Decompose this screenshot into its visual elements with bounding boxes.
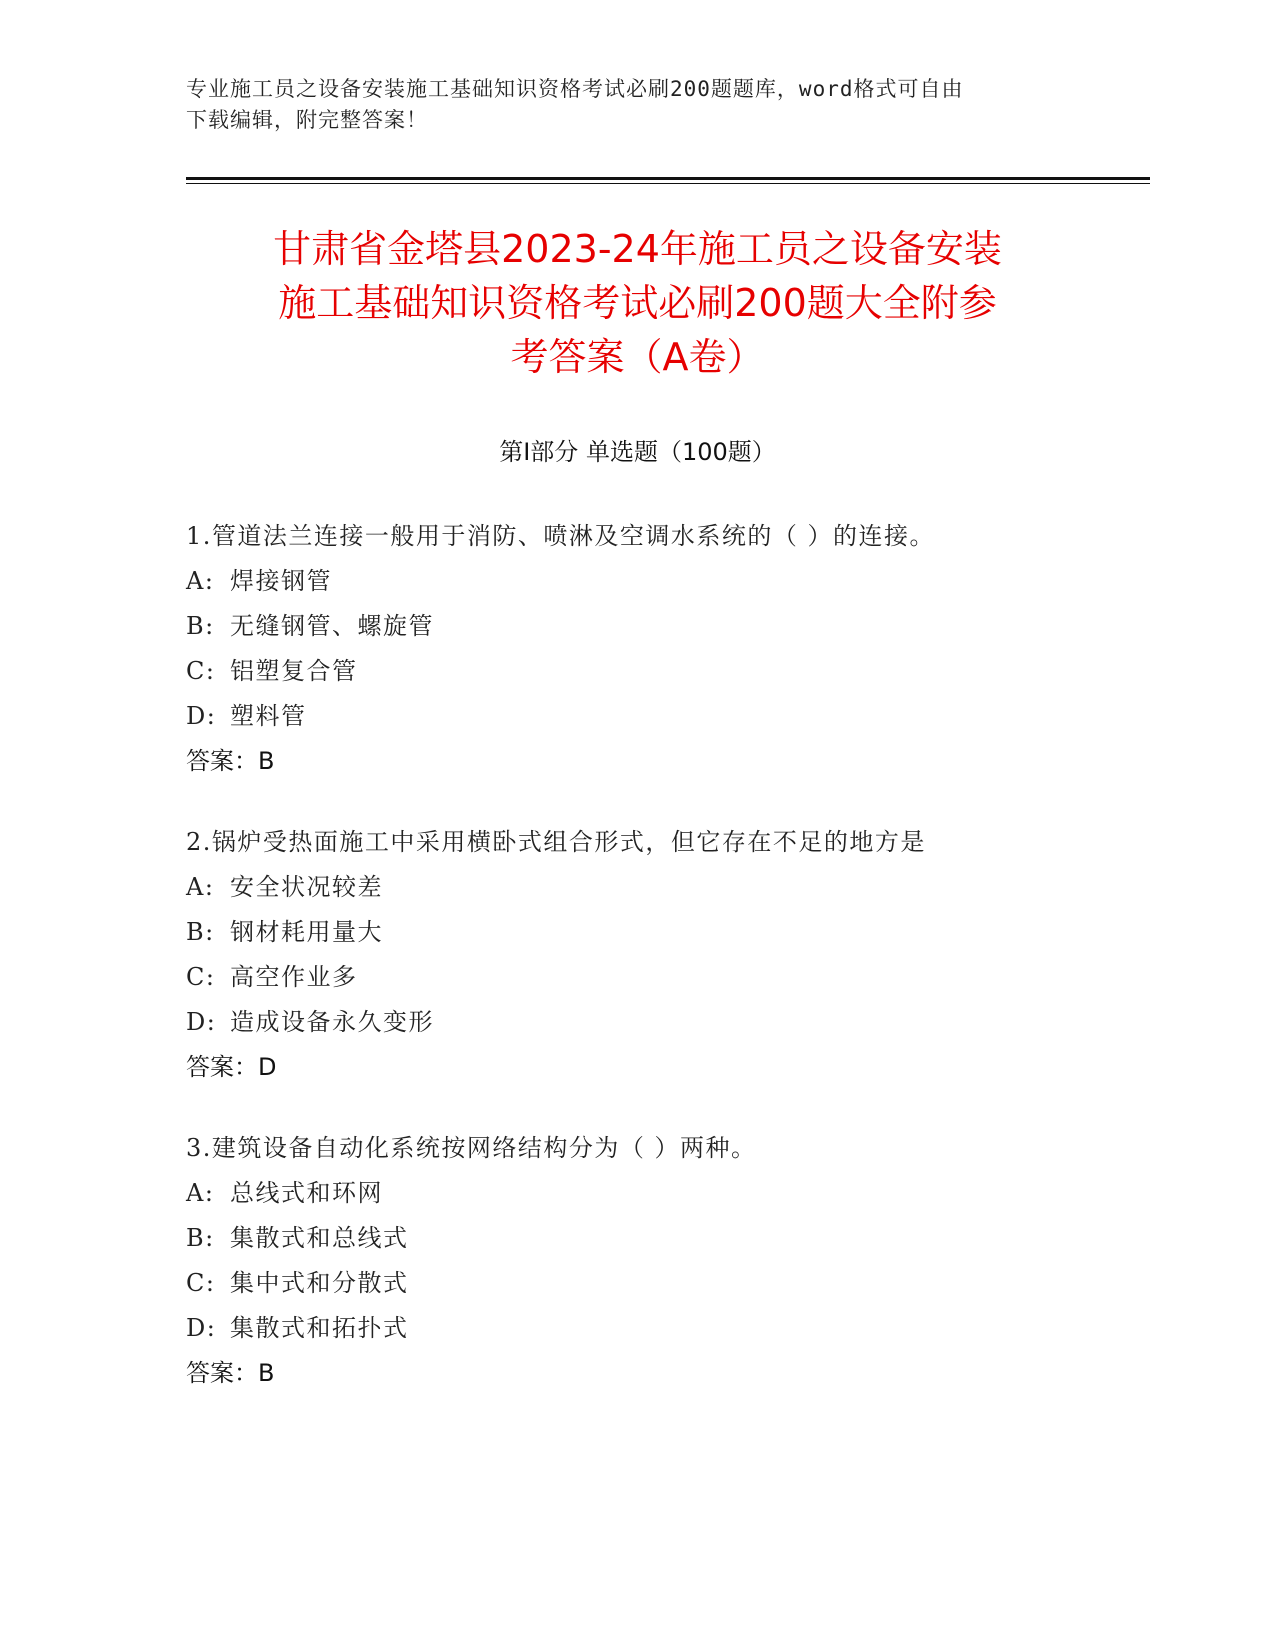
header-rule-thin (186, 183, 1150, 184)
section-heading: 第Ⅰ部分 单选题（100题） (499, 438, 776, 466)
option-b (186, 604, 1146, 649)
question-2 (186, 820, 1146, 1090)
header-rule-thick (186, 177, 1150, 180)
answer: 答案：B (186, 747, 275, 775)
option-letter: B: (186, 612, 215, 640)
option-letter: A: (186, 567, 215, 595)
title-line-1: 甘肃省金塔县2023-24年施工员之设备安装 (273, 227, 1002, 271)
question-1 (186, 514, 1146, 784)
option-letter: C: (186, 963, 216, 991)
option-letter: B: (186, 1224, 215, 1252)
header-note (186, 74, 1086, 136)
option-text: 造成设备永久变形 (230, 1008, 434, 1036)
option-b (186, 910, 1146, 955)
option-letter: C: (186, 1269, 216, 1297)
option-text: 集中式和分散式 (230, 1269, 409, 1297)
title-line-3: 考答案（A卷） (510, 335, 765, 379)
option-text: 无缝钢管、螺旋管 (230, 612, 434, 640)
document-title (150, 222, 1125, 384)
question-stem: 2.锅炉受热面施工中采用横卧式组合形式，但它存在不足的地方是 (186, 828, 926, 856)
option-text: 集散式和拓扑式 (230, 1314, 409, 1342)
option-a (186, 559, 1146, 604)
title-line-2: 施工基础知识资格考试必刷200题大全附参 (278, 281, 997, 325)
option-text: 总线式和环网 (230, 1179, 383, 1207)
option-a (186, 865, 1146, 910)
question-stem: 1.管道法兰连接一般用于消防、喷淋及空调水系统的（ ）的连接。 (186, 522, 936, 550)
option-b (186, 1216, 1146, 1261)
option-letter: A: (186, 1179, 215, 1207)
header-note-line-1: 专业施工员之设备安装施工基础知识资格考试必刷200题题库，word格式可自由 (186, 77, 964, 101)
option-d (186, 1306, 1146, 1351)
option-text: 安全状况较差 (230, 873, 383, 901)
option-d (186, 1000, 1146, 1045)
option-c (186, 955, 1146, 1000)
answer: 答案：D (186, 1053, 277, 1081)
question-3 (186, 1126, 1146, 1396)
option-text: 铝塑复合管 (230, 657, 358, 685)
option-text: 钢材耗用量大 (230, 918, 383, 946)
header-note-line-2: 下载编辑，附完整答案！ (186, 108, 428, 132)
option-text: 塑料管 (230, 702, 307, 730)
option-letter: A: (186, 873, 215, 901)
answer: 答案：B (186, 1359, 275, 1387)
option-text: 高空作业多 (230, 963, 358, 991)
option-letter: C: (186, 657, 216, 685)
question-stem: 3.建筑设备自动化系统按网络结构分为（ ）两种。 (186, 1134, 757, 1162)
option-letter: B: (186, 918, 215, 946)
option-c (186, 1261, 1146, 1306)
option-letter: D: (186, 1314, 217, 1342)
option-letter: D: (186, 702, 217, 730)
option-a (186, 1171, 1146, 1216)
option-c (186, 649, 1146, 694)
option-text: 焊接钢管 (230, 567, 332, 595)
option-text: 集散式和总线式 (230, 1224, 409, 1252)
option-letter: D: (186, 1008, 217, 1036)
option-d (186, 694, 1146, 739)
